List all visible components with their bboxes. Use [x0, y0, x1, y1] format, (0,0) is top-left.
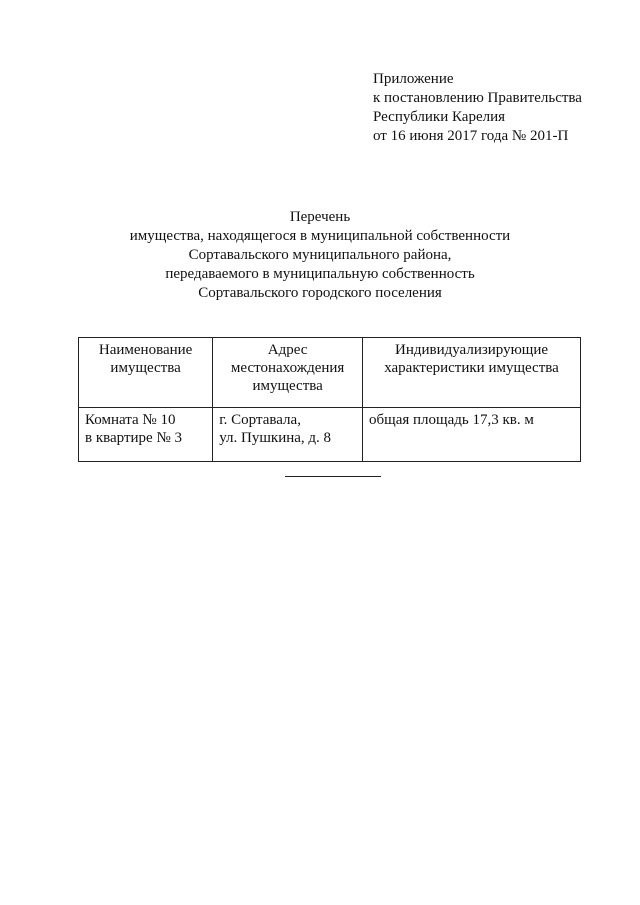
header-line: характеристики имущества [384, 360, 559, 376]
title-line: Сортавальского городского поселения [198, 285, 442, 301]
table-row [79, 408, 581, 462]
header-line: местонахождения [230, 360, 345, 376]
appendix-note [373, 70, 582, 146]
header-line: Индивидуализирующие [394, 342, 549, 358]
header-address [213, 338, 363, 408]
header-line: Наименование [98, 342, 193, 358]
title-line: передаваемого в муниципальную собственность [165, 266, 475, 282]
end-divider [285, 476, 381, 477]
cell-line: общая площадь 17,3 кв. м [369, 412, 534, 428]
cell-address [213, 408, 363, 462]
header-characteristics [363, 338, 581, 408]
cell-line: ул. Пушкина, д. 8 [219, 430, 332, 446]
cell-line: Комната № 10 [85, 412, 176, 428]
property-table [78, 337, 581, 462]
table-header-row [79, 338, 581, 408]
cell-name [79, 408, 213, 462]
title-line: Перечень [289, 209, 351, 225]
header-line: имущества [252, 378, 323, 394]
header-name [79, 338, 213, 408]
appendix-line: от 16 июня 2017 года № 201-П [373, 128, 569, 144]
cell-line: г. Сортавала, [219, 412, 301, 428]
cell-characteristics [363, 408, 581, 462]
title-line: имущества, находящегося в муниципальной собственности [129, 228, 511, 244]
header-line: Адрес [267, 342, 308, 358]
appendix-line: к постановлению Правительства [373, 90, 582, 106]
document-title [0, 208, 640, 303]
cell-line: в квартире № 3 [85, 430, 183, 446]
header-line: имущества [110, 360, 181, 376]
appendix-line: Республики Карелия [373, 109, 506, 125]
title-line: Сортавальского муниципального района, [188, 247, 452, 263]
appendix-line: Приложение [373, 71, 454, 87]
